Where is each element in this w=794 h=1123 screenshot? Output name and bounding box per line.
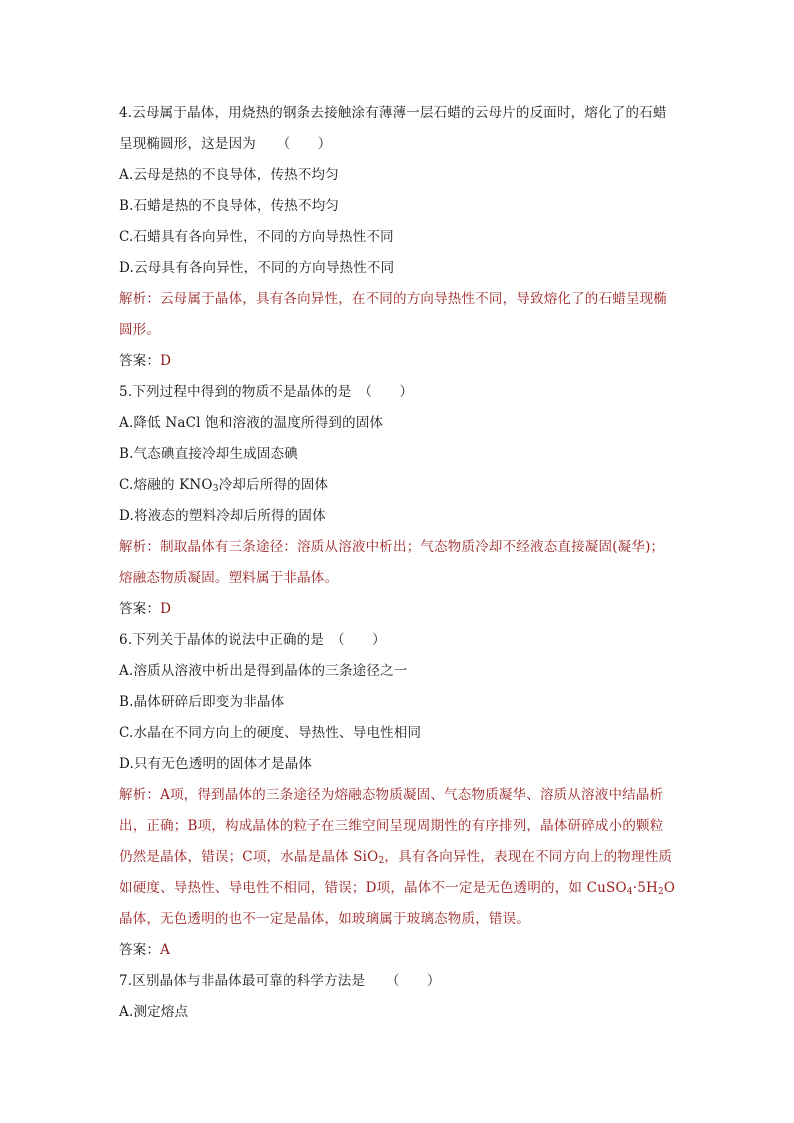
q6-analysis-line2: [119, 811, 679, 842]
q4-analysis-text2: 圆形。: [119, 322, 161, 338]
q4-answer-value: D: [160, 353, 172, 369]
q5-option-d: D.将液态的塑料冷却后所得的固体: [119, 508, 326, 524]
q6-stem: 6.下列关于晶体的说法中正确的是 （ ）: [119, 632, 386, 648]
q4-stem-line1: 4.云母属于晶体，用烧热的钢条去接触涂有薄薄一层石蜡的云母片的反面时，熔化了的石蜡: [119, 105, 667, 121]
q6-option-b: B.晶体研碎后即变为非晶体: [119, 694, 285, 710]
q6-analysis-text2: 出，正确；B项，构成晶体的粒子在三维空间呈现周期性的有序排列，晶体研碎成小的颗粒: [119, 818, 664, 834]
q4-stem-line2: 呈现椭圆形，这是因为 （ ）: [119, 136, 332, 152]
q6-answer: [119, 935, 679, 966]
q6-analysis-text5: 晶体，无色透明的也不一定是晶体，如玻璃属于玻璃态物质，错误。: [119, 911, 530, 927]
q4-analysis-line1: [119, 284, 679, 315]
q5-analysis-line1: [119, 532, 679, 563]
q5-answer-value: D: [160, 601, 172, 617]
q5-option-c: [119, 470, 679, 501]
q6-h2o-o: O: [663, 880, 676, 896]
q6-answer-label: 答案：: [119, 942, 161, 958]
q5-option-a: A.降低 NaCl 饱和溶液的温度所得到的固体: [119, 415, 384, 431]
q6-analysis-label: 解析：: [119, 787, 161, 803]
q4-analysis-label: 解析：: [119, 291, 161, 307]
q5-answer-label: 答案：: [119, 601, 161, 617]
q5-analysis-line2: [119, 563, 679, 594]
q6-cuso4-hydrate: ·5H: [632, 880, 658, 896]
q5-option-b: B.气态碘直接冷却生成固态碘: [119, 446, 299, 462]
q5-option-c-subscript: 3: [212, 484, 219, 494]
q4-analysis-line2: [119, 315, 679, 346]
q4-option-b: B.石蜡是热的不良导体，传热不均匀: [119, 198, 340, 214]
q6-analysis-line1: [119, 780, 679, 811]
q6-analysis-text3-rest: ，具有各向异性，表现在不同方向上的物理性质: [384, 849, 673, 865]
q6-analysis-line3: [119, 842, 679, 873]
q5-stem: 5.下列过程中得到的物质不是晶体的是 （ ）: [119, 384, 414, 400]
q5-analysis-text2: 熔融态物质凝固。塑料属于非晶体。: [119, 570, 339, 586]
q6-option-c: C.水晶在不同方向上的硬度、导热性、导电性相同: [119, 725, 422, 741]
q5-option-c-text: C.熔融的 KNO: [119, 477, 213, 493]
q5-analysis-label: 解析：: [119, 539, 161, 555]
q6-analysis-text4: 如硬度、导热性、导电性不相同，错误；D项，晶体不一定是无色透明的，如 CuSO: [119, 880, 627, 896]
q4-option-c: C.石蜡具有各向异性，不同的方向导热性不同: [119, 229, 394, 245]
q7-option-a: A.测定熔点: [119, 1004, 189, 1020]
q4-option-a: A.云母是热的不良导体，传热不均匀: [119, 167, 339, 183]
q5-option-c-rest: 冷却后所得的固体: [218, 477, 329, 493]
q4-answer-label: 答案：: [119, 353, 161, 369]
q6-option-d: D.只有无色透明的固体才是晶体: [119, 756, 313, 772]
q5-analysis-text1: 制取晶体有三条途径：溶质从溶液中析出；气态物质冷却不经液态直接凝固(凝华)；: [160, 539, 665, 555]
q6-h2o-subscript: 2: [657, 887, 664, 897]
q6-answer-value: A: [160, 942, 171, 958]
q6-analysis-line4: [119, 873, 679, 904]
q6-cuso4-subscript: 4: [626, 887, 633, 897]
question-list: [119, 98, 679, 1028]
q4-answer: [119, 346, 679, 377]
q6-analysis-line5: [119, 904, 679, 935]
q5-answer: [119, 594, 679, 625]
q6-analysis-text3: 仍然是晶体，错误；C项，水晶是晶体 SiO: [119, 849, 379, 865]
q4-option-d: D.云母具有各向异性，不同的方向导热性不同: [119, 260, 395, 276]
q6-analysis-text1: A项，得到晶体的三条途径为熔融态物质凝固、气态物质凝华、溶质从溶液中结晶析: [160, 787, 664, 803]
q6-option-a: A.溶质从溶液中析出是得到晶体的三条途径之一: [119, 663, 408, 679]
q6-sio2-subscript: 2: [378, 856, 385, 866]
q4-analysis-text1: 云母属于晶体，具有各向异性，在不同的方向导热性不同，导致熔化了的石蜡呈现椭: [160, 291, 668, 307]
q7-stem: 7.区别晶体与非晶体最可靠的科学方法是 （ ）: [119, 973, 441, 989]
